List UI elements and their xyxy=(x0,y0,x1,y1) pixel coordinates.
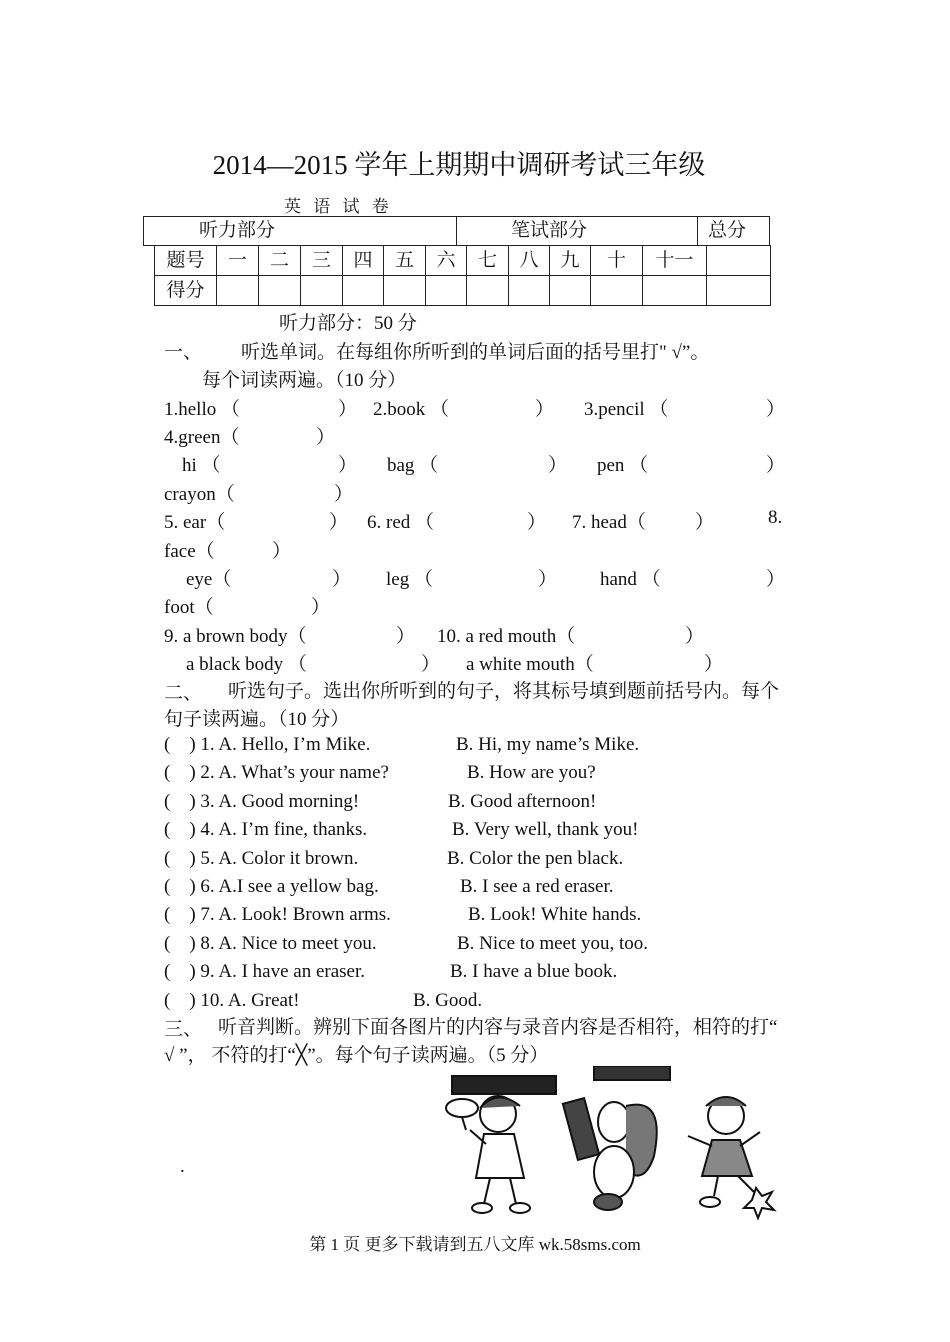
total-blank-cell xyxy=(706,245,771,276)
answer-bracket-close: ） xyxy=(329,512,349,533)
question-number-cell: 六 xyxy=(425,245,467,276)
sentence-option-b: B. Good. xyxy=(413,989,483,1011)
word-option: 5. ear（ xyxy=(164,512,226,533)
question-number-cell: 一 xyxy=(216,245,259,276)
word-option: bag （ xyxy=(387,455,439,476)
answer-bracket-close: ） xyxy=(334,484,354,505)
question-number-cell: 四 xyxy=(342,245,384,276)
answer-bracket-close: ） xyxy=(704,654,724,675)
total-cell: 总分 xyxy=(697,216,770,246)
word-option: hi （ xyxy=(182,455,221,476)
answer-bracket-close: ） xyxy=(338,399,358,420)
sentence-option-b: B. Hi, my name’s Mike. xyxy=(456,734,640,755)
sentence-option-b: B. I have a blue book. xyxy=(450,961,618,983)
page-footer: 第 1 页 更多下载请到五八文库 wk.58sms.com xyxy=(309,1235,641,1254)
question-number-cell: 十一 xyxy=(642,245,707,276)
answer-bracket-close: ） xyxy=(766,569,786,590)
sentence-option-a: ( ) 3. A. Good morning! xyxy=(164,790,360,812)
answer-bracket-close: ） xyxy=(685,626,705,647)
answer-bracket-close: ） xyxy=(548,455,568,476)
answer-bracket-close: ） xyxy=(332,569,352,590)
score-cell xyxy=(508,275,550,306)
answer-bracket-close: ） xyxy=(766,455,786,476)
sentence-option-a: ( ) 2. A. What’s your name? xyxy=(164,762,389,784)
part2-number: 二、 xyxy=(164,683,203,704)
word-option: 7. head（ xyxy=(572,512,646,533)
sentence-option-a: ( ) 9. A. I have an eraser. xyxy=(164,961,366,983)
answer-bracket-close: ） xyxy=(421,654,441,675)
part3-instruction: 听音判断。辨别下面各图片的内容与录音内容是否相符，相符的打“ √ ”， 不符的打“╳”。每个句子读两遍。（5 分） xyxy=(164,1017,778,1066)
answer-bracket-close: ） xyxy=(535,399,555,420)
sentence-option-a: ( ) 1. A. Hello, I’m Mike. xyxy=(164,734,371,755)
written-section-cell: 笔试部分 xyxy=(456,216,698,246)
question-number-cell: 二 xyxy=(258,245,301,276)
word-option: crayon（ xyxy=(164,484,235,505)
part1-instruction-line1: 听选单词。在每组你所听到的单词后面的括号里打" √”。 xyxy=(241,342,710,363)
word-option: face（ xyxy=(164,541,215,562)
word-option: 10. a red mouth（ xyxy=(437,626,576,647)
word-option: leg （ xyxy=(386,569,433,590)
sentence-option-b: B. I see a red eraser. xyxy=(460,876,614,897)
word-option: 9. a brown body（ xyxy=(164,626,307,647)
answer-bracket-close: ） xyxy=(538,569,558,590)
stray-dot: . xyxy=(180,1156,185,1177)
sentence-option-a: ( ) 8. A. Nice to meet you. xyxy=(164,932,377,954)
part1-instruction-line2: 每个词读两遍。（10 分） xyxy=(202,370,407,391)
sentence-option-b: B. Good afternoon! xyxy=(448,790,597,812)
listening-section-cell: 听力部分 xyxy=(143,216,457,246)
answer-bracket-close: ） xyxy=(311,597,331,618)
question-number-cell: 十 xyxy=(590,245,643,276)
listening-heading: 听力部分：50 分 xyxy=(279,313,417,334)
question-number-cell: 五 xyxy=(383,245,426,276)
score-cell xyxy=(258,275,301,306)
word-option: 8. xyxy=(768,507,783,528)
part3-number: 三、 xyxy=(164,1019,203,1040)
word-option: foot（ xyxy=(164,597,214,618)
sentence-option-a: ( ) 10. A. Great! xyxy=(164,989,300,1011)
word-option: 2.book （ xyxy=(373,399,450,420)
word-option: hand （ xyxy=(600,569,661,590)
girl-kicking-picture xyxy=(688,1097,774,1218)
score-cell xyxy=(466,275,509,306)
word-option: a white mouth（ xyxy=(466,654,594,675)
answer-bracket-close: ） xyxy=(272,541,292,562)
part2-instruction: 听选句子。选出你所听到的句子，将其标号填到题前括号内。每个句子读两遍。（10 分） xyxy=(164,681,780,730)
score-cell xyxy=(300,275,343,306)
score-cell xyxy=(216,275,259,306)
sentence-option-a: ( ) 6. A.I see a yellow bag. xyxy=(164,876,379,897)
word-option: 4.green（ xyxy=(164,427,240,448)
listening-pictures xyxy=(440,1066,780,1222)
row-label-score: 得分 xyxy=(154,275,217,306)
page-subtitle: 英 语 试 卷 xyxy=(284,197,393,216)
score-cell xyxy=(425,275,467,306)
score-cell xyxy=(549,275,591,306)
question-number-cell: 八 xyxy=(508,245,550,276)
word-option: 6. red （ xyxy=(367,512,435,533)
girl-with-paddle-picture xyxy=(446,1076,556,1213)
answer-bracket-close: ） xyxy=(316,427,336,448)
sentence-option-b: B. How are you? xyxy=(467,762,596,784)
word-option: 3.pencil （ xyxy=(584,399,669,420)
score-cell xyxy=(383,275,426,306)
question-number-cell: 三 xyxy=(300,245,343,276)
sentence-option-a: ( ) 5. A. Color it brown. xyxy=(164,847,359,869)
sentence-option-a: ( ) 7. A. Look! Brown arms. xyxy=(164,904,391,926)
word-option: eye（ xyxy=(186,569,232,590)
word-option: a black body （ xyxy=(186,654,307,675)
page-title: 2014—2015 学年上期期中调研考试三年级 xyxy=(212,150,706,180)
answer-bracket-close: ） xyxy=(766,399,786,420)
word-option: pen （ xyxy=(597,455,649,476)
sentence-option-b: B. Look! White hands. xyxy=(468,904,642,926)
question-number-cell: 七 xyxy=(466,245,509,276)
sentence-option-b: B. Very well, thank you! xyxy=(452,819,639,841)
score-cell xyxy=(590,275,643,306)
squirrel-with-book-picture xyxy=(563,1066,670,1210)
answer-bracket-close: ） xyxy=(338,455,358,476)
score-cell xyxy=(642,275,707,306)
score-cell xyxy=(342,275,384,306)
total-score-cell xyxy=(706,275,771,306)
word-option: 1.hello （ xyxy=(164,399,240,420)
answer-bracket-close: ） xyxy=(695,512,715,533)
sentence-option-a: ( ) 4. A. I’m fine, thanks. xyxy=(164,819,368,841)
row-label-number: 题号 xyxy=(154,245,217,276)
answer-bracket-close: ） xyxy=(396,626,416,647)
part1-number: 一、 xyxy=(164,342,203,363)
sentence-option-b: B. Color the pen black. xyxy=(447,847,624,869)
answer-bracket-close: ） xyxy=(527,512,547,533)
question-number-cell: 九 xyxy=(549,245,591,276)
sentence-option-b: B. Nice to meet you, too. xyxy=(457,932,649,954)
